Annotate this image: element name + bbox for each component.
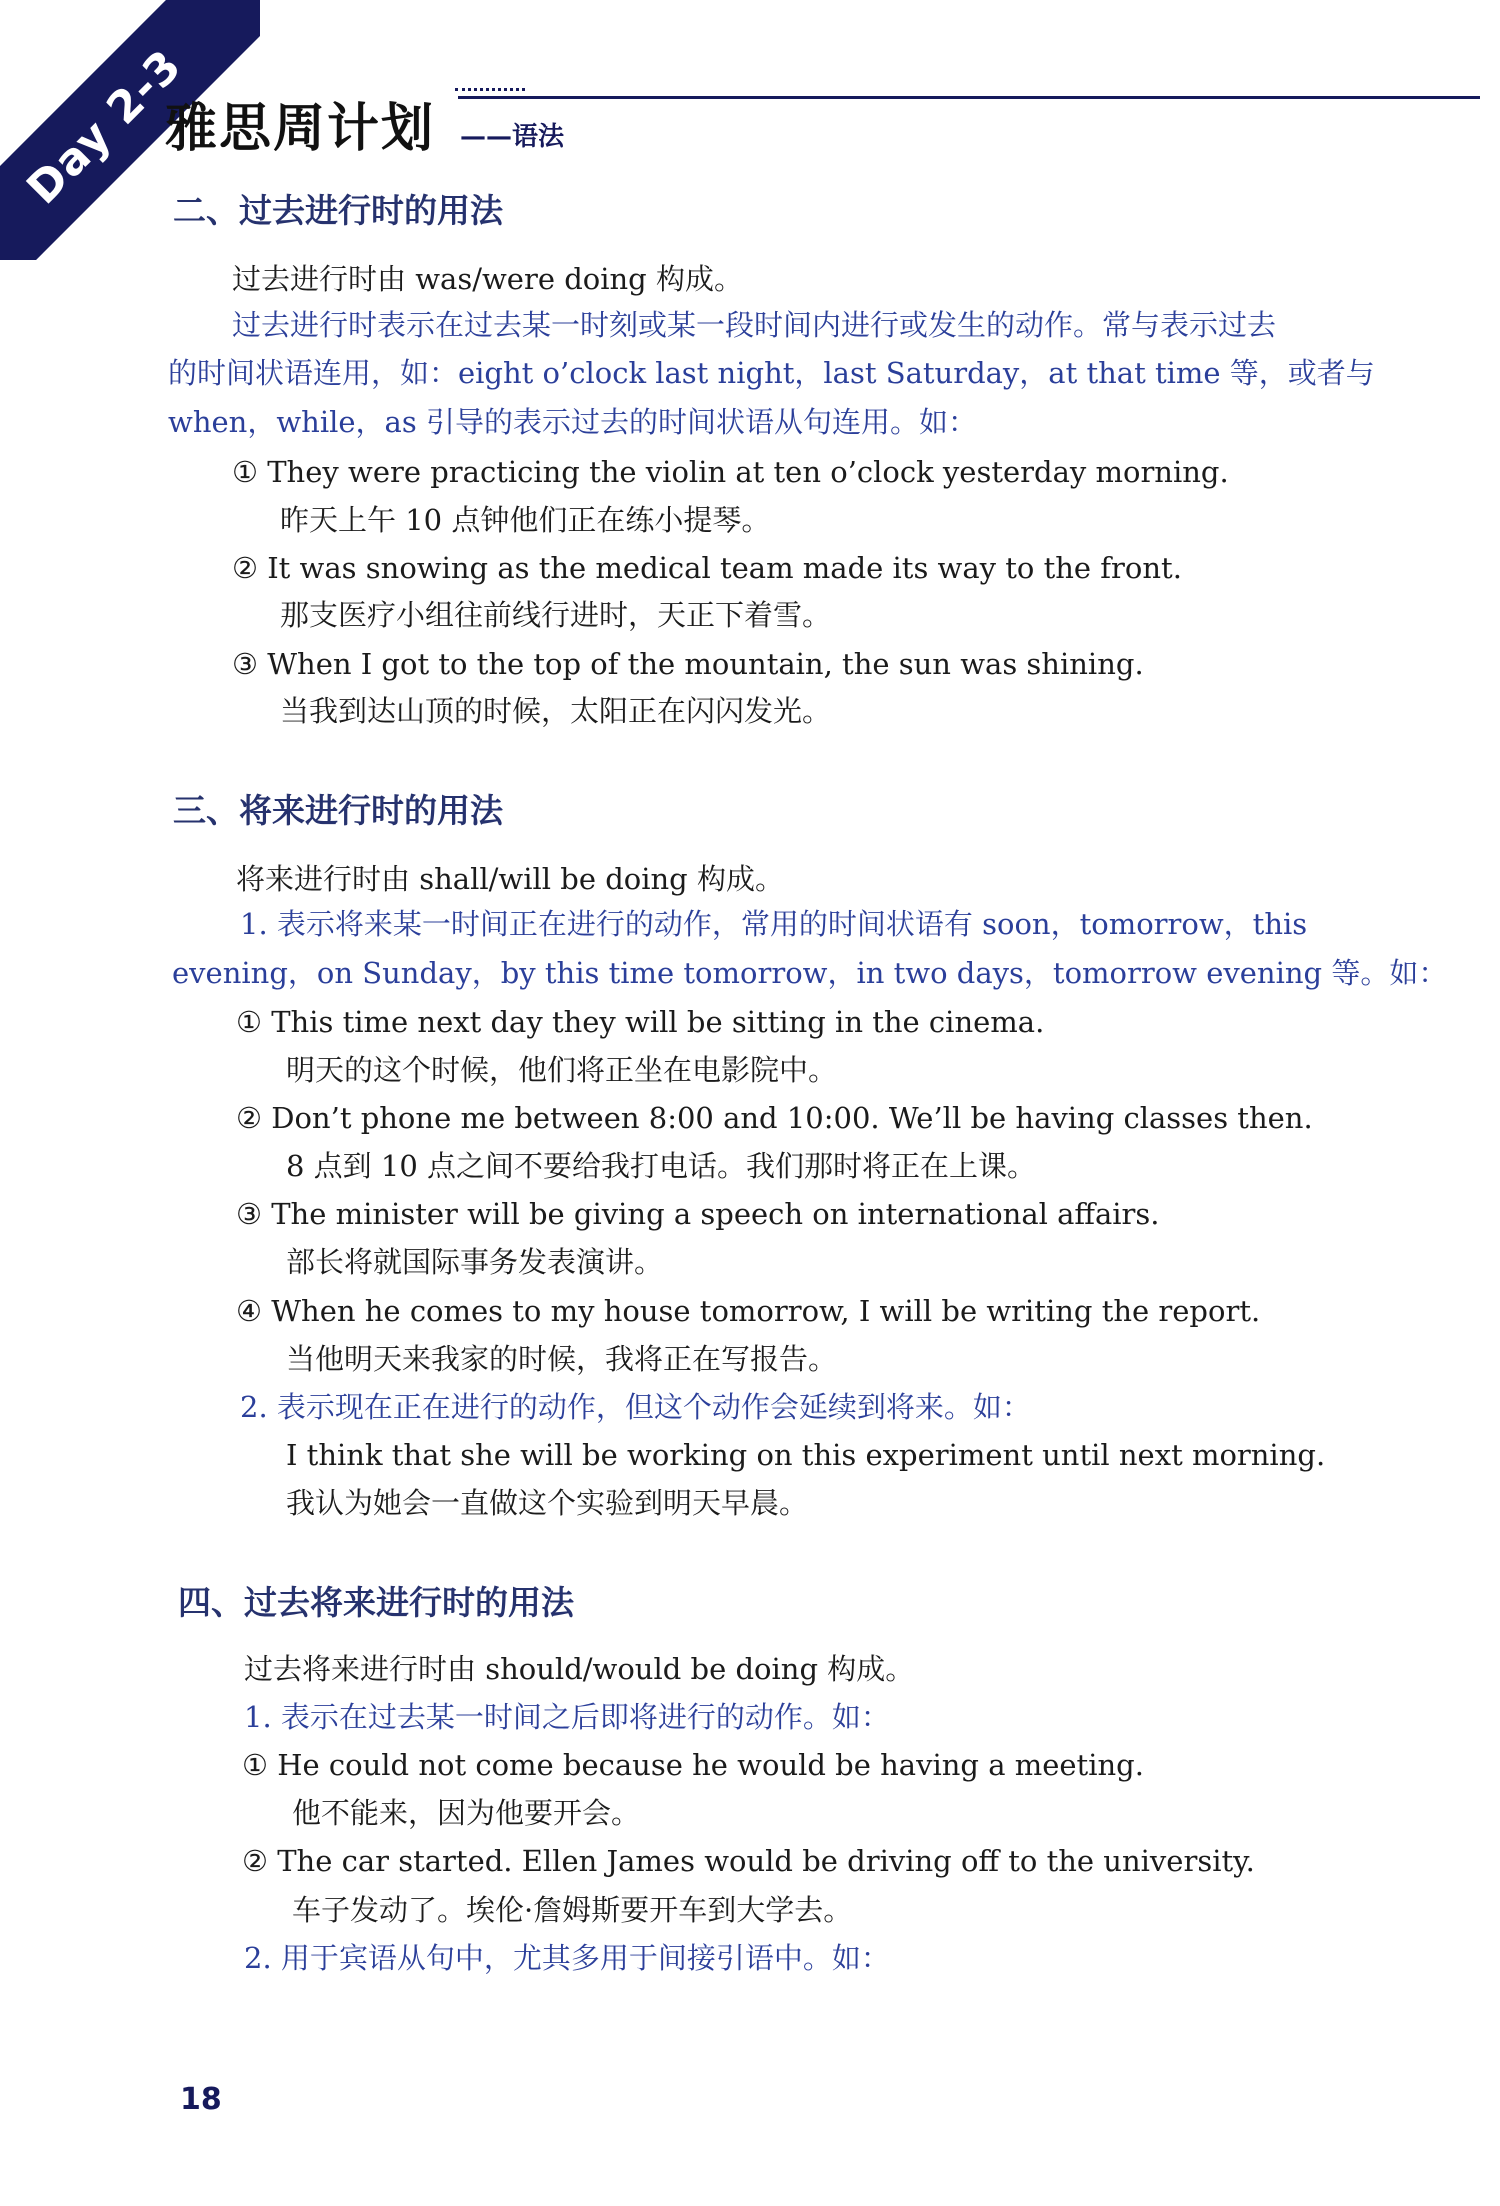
example-chinese: 当我到达山顶的时候，太阳正在闪闪发光。 (280, 694, 832, 728)
example-english: ① He could not come because he would be having a meeting. (242, 1748, 1144, 1782)
example-english: ① This time next day they will be sitting in the cinema. (236, 1005, 1045, 1039)
example-english: ② Don’t phone me between 8:00 and 10:00. We’ll be having classes then. (236, 1101, 1313, 1135)
page-title: 雅思周计划 (165, 99, 436, 159)
page-subtitle: ——语法 (460, 122, 565, 152)
example-english: ② It was snowing as the medical team made its way to the front. (232, 551, 1182, 585)
body-line: 2. 用于宾语从句中，尤其多用于间接引语中。如： (244, 1941, 890, 1975)
example-english: ① They were practicing the violin at ten o’clock yesterday morning. (232, 455, 1229, 489)
section-heading: 四、过去将来进行时的用法 (178, 1583, 574, 1622)
body-line: when，while，as 引导的表示过去的时间状语从句连用。如： (168, 405, 977, 439)
example-chinese: 明天的这个时候，他们将正坐在电影院中。 (286, 1053, 838, 1087)
body-line: 将来进行时由 shall/will be doing 构成。 (236, 862, 784, 896)
body-line: 的时间状语连用，如：eight o’clock last night，last Saturday，at that time 等，或者与 (168, 356, 1375, 390)
example-english: I think that she will be working on this experiment until next morning. (286, 1438, 1326, 1472)
example-chinese: 我认为她会一直做这个实验到明天早晨。 (286, 1486, 809, 1520)
example-english: ③ The minister will be giving a speech on international affairs. (236, 1197, 1160, 1231)
body-line: 1. 表示在过去某一时间之后即将进行的动作。如： (244, 1700, 890, 1734)
example-chinese: 当他明天来我家的时候，我将正在写报告。 (286, 1342, 838, 1376)
body-line: 1. 表示将来某一时间正在进行的动作，常用的时间状语有 soon，tomorrow，this (240, 907, 1308, 941)
example-chinese: 昨天上午 10 点钟他们正在练小提琴。 (280, 503, 771, 537)
example-chinese: 8 点到 10 点之间不要给我打电话。我们那时将正在上课。 (286, 1149, 1037, 1183)
body-line: 过去进行时由 was/were doing 构成。 (232, 262, 743, 296)
page-number: 18 (180, 2082, 222, 2117)
body-line: evening，on Sunday，by this time tomorrow，in two days，tomorrow evening 等。如： (172, 956, 1448, 990)
body-line: 2. 表示现在正在进行的动作，但这个动作会延续到将来。如： (240, 1390, 1031, 1424)
example-english: ④ When he comes to my house tomorrow, I will be writing the report. (236, 1294, 1261, 1328)
example-chinese: 车子发动了。埃伦·詹姆斯要开车到大学去。 (292, 1893, 853, 1927)
section-heading: 三、将来进行时的用法 (173, 791, 503, 830)
body-line: 过去进行时表示在过去某一时刻或某一段时间内进行或发生的动作。常与表示过去 (232, 308, 1277, 342)
example-chinese: 那支医疗小组往前线行进时，天正下着雪。 (280, 598, 832, 632)
body-line: 过去将来进行时由 should/would be doing 构成。 (244, 1652, 915, 1686)
header-rule (458, 96, 1480, 99)
example-english: ② The car started. Ellen James would be driving off to the university. (242, 1844, 1255, 1878)
example-chinese: 部长将就国际事务发表演讲。 (286, 1245, 664, 1279)
example-english: ③ When I got to the top of the mountain, the sun was shining. (232, 647, 1144, 681)
example-chinese: 他不能来，因为他要开会。 (292, 1796, 641, 1830)
section-heading: 二、过去进行时的用法 (173, 191, 503, 230)
day-tag: Day 2-3 (17, 39, 192, 214)
